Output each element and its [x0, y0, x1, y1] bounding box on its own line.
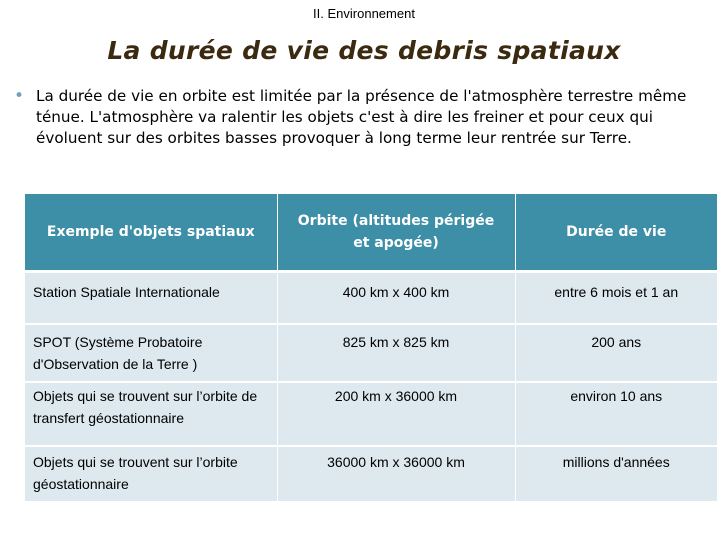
header-lifetime: Durée de vie — [515, 194, 717, 272]
cell-orbit: 825 km x 825 km — [277, 324, 515, 382]
table-row — [25, 446, 717, 501]
cell-lifetime: 200 ans — [515, 324, 717, 382]
debris-lifetime-table — [25, 194, 717, 501]
bullet-paragraph — [14, 86, 704, 149]
header-orbit: Orbite (altitudes périgée et apogée) — [277, 194, 515, 272]
table-row — [25, 324, 717, 382]
cell-lifetime: millions d'années — [515, 446, 717, 501]
table-header-row — [25, 194, 717, 272]
cell-lifetime: environ 10 ans — [515, 382, 717, 446]
section-label: II. Environnement — [313, 6, 415, 21]
cell-lifetime: entre 6 mois et 1 an — [515, 272, 717, 325]
cell-orbit: 36000 km x 36000 km — [277, 446, 515, 501]
table-row — [25, 382, 717, 446]
slide-title: La durée de vie des debris spatiaux — [107, 36, 621, 65]
header-objects: Exemple d'objets spatiaux — [25, 194, 277, 272]
cell-object: Objets qui se trouvent sur l’orbite de transfert géostationnaire — [25, 382, 277, 446]
cell-object: Station Spatiale Internationale — [25, 272, 277, 325]
table-row — [25, 272, 717, 325]
bullet-text: La durée de vie en orbite est limitée par la présence de l'atmosphère terrestre même ténue. L'atmosphère va ralentir les objets c'est à dire les freiner et pour ceux qui évoluent sur des orbites basses provoquer à long terme leur rentrée sur Terre. — [36, 87, 687, 147]
cell-orbit: 200 km x 36000 km — [277, 382, 515, 446]
bullet-dot-icon: • — [14, 86, 25, 106]
cell-object: SPOT (Système Probatoire d'Observation de la Terre ) — [25, 324, 277, 382]
cell-orbit: 400 km x 400 km — [277, 272, 515, 325]
cell-object: Objets qui se trouvent sur l’orbite géostationnaire — [25, 446, 277, 501]
